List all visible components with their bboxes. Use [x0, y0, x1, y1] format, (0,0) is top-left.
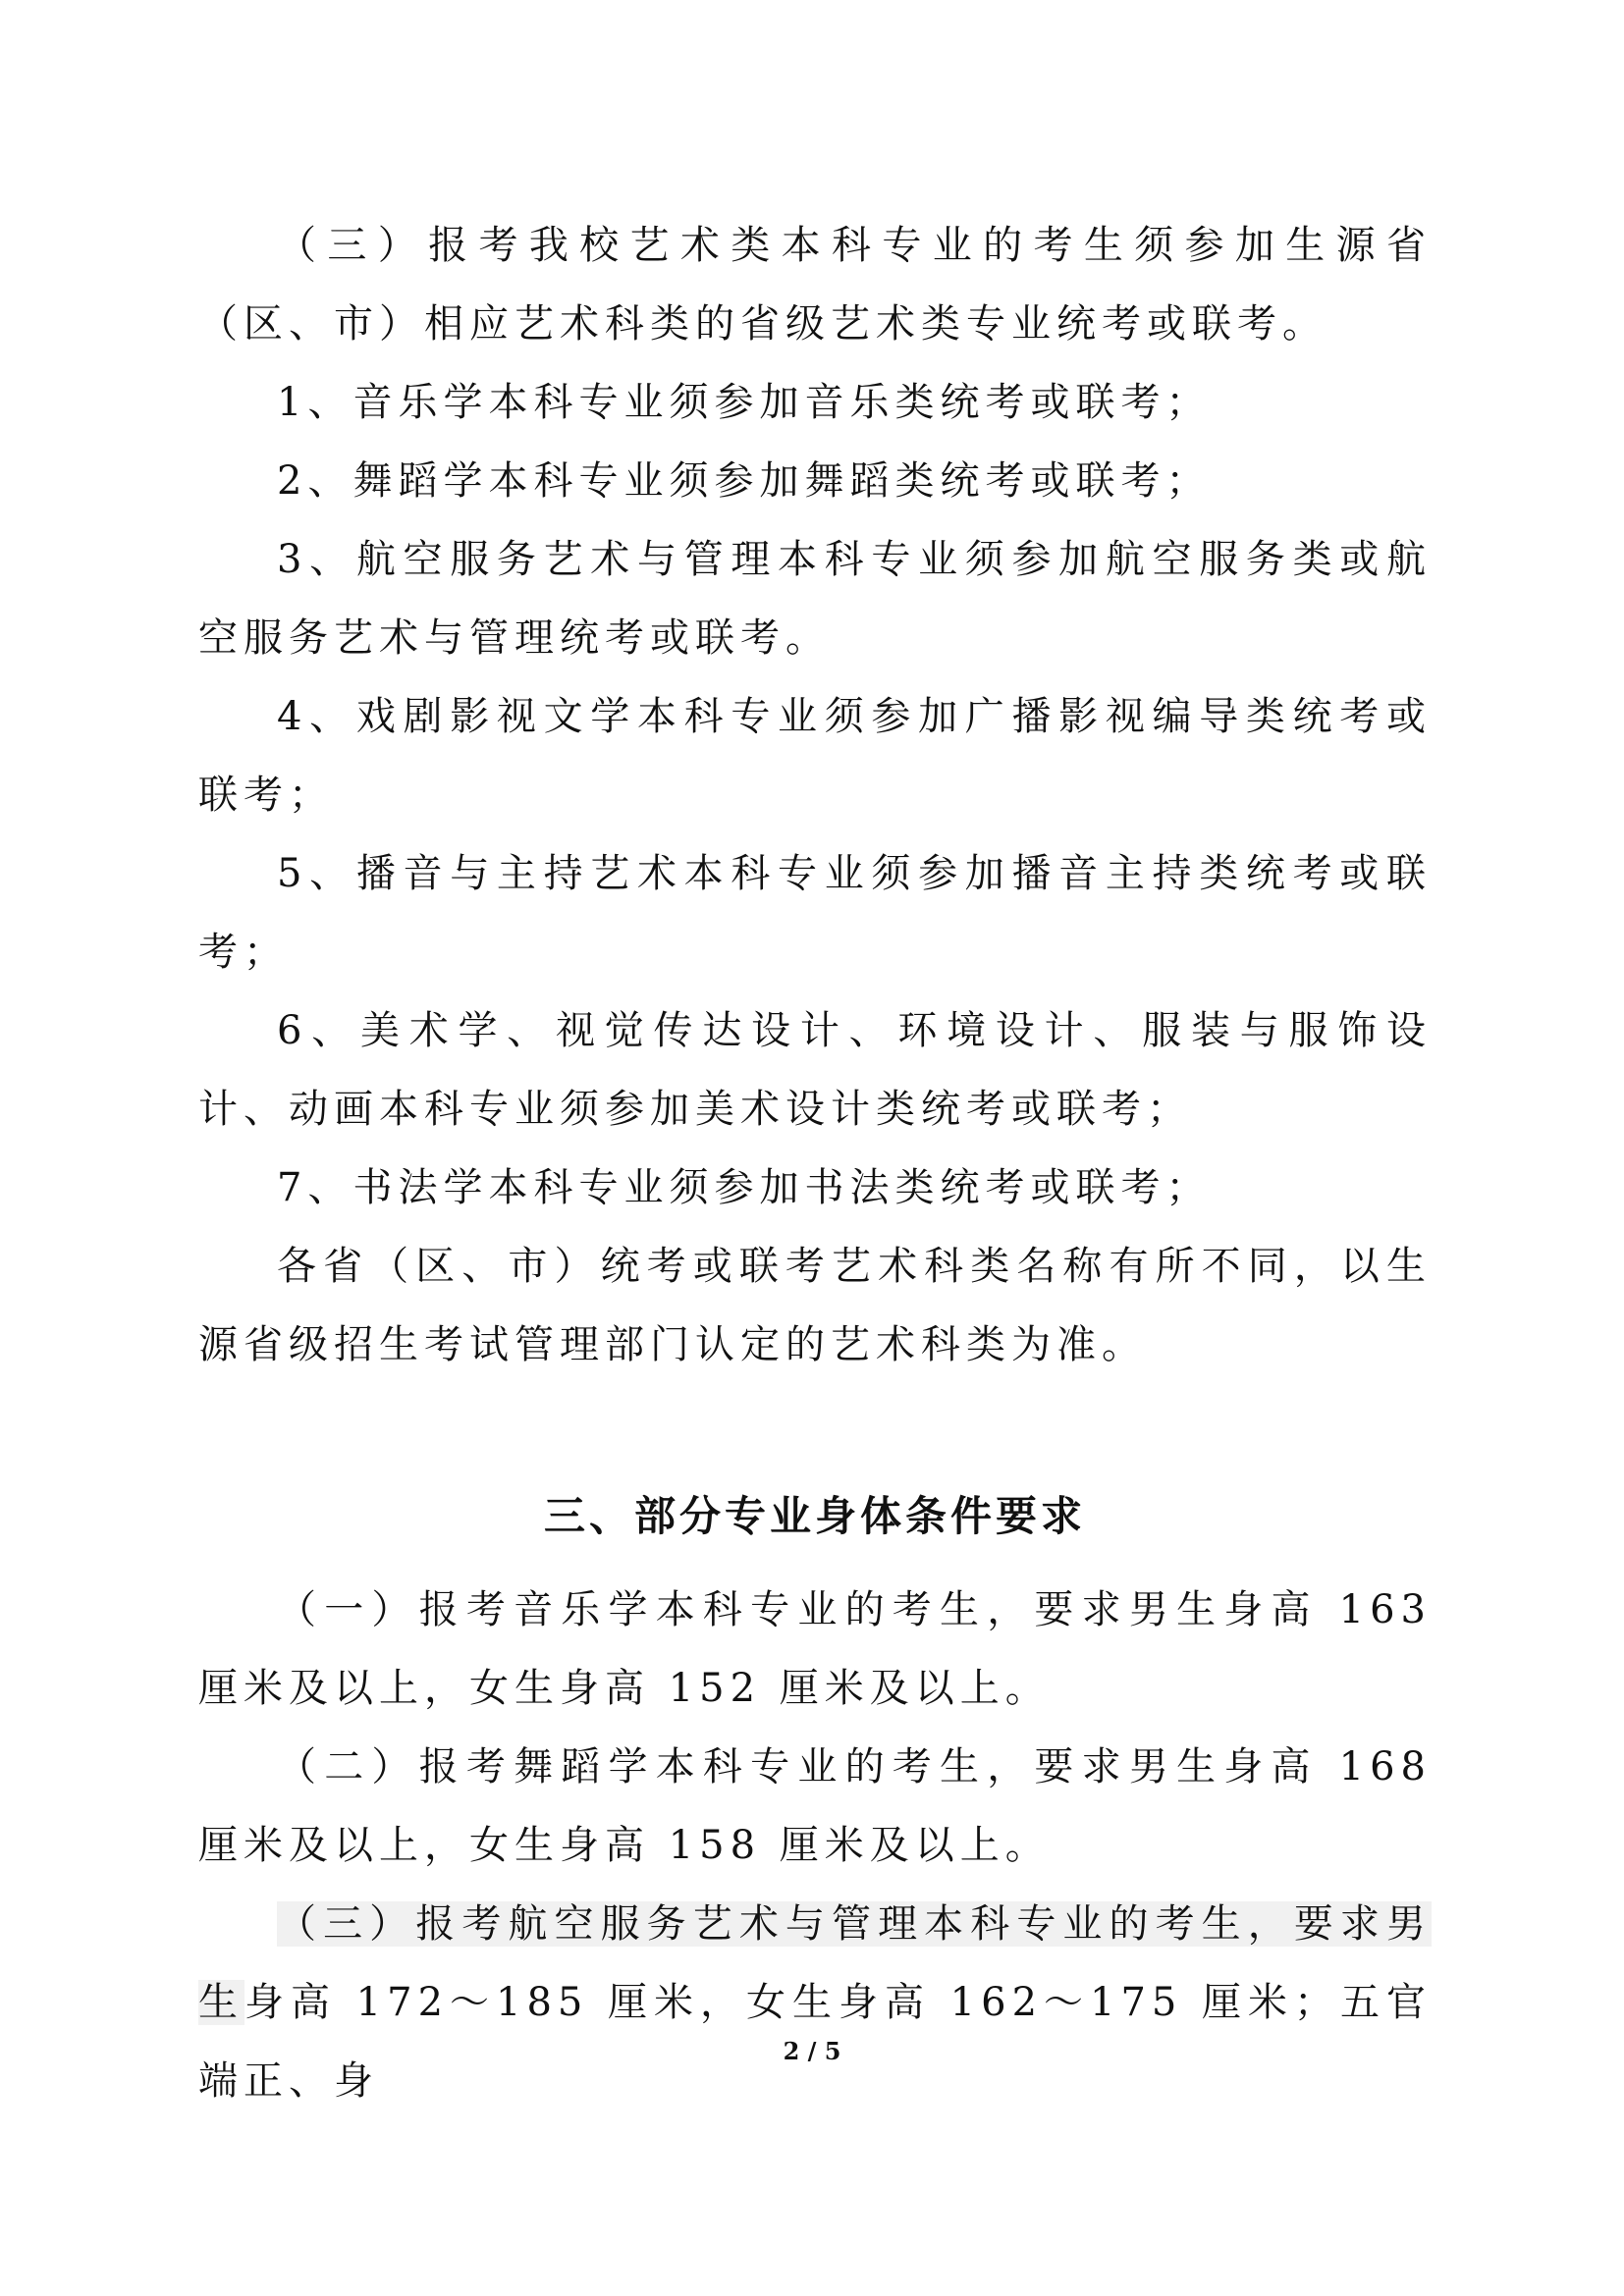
- section-gap: [198, 1384, 1432, 1463]
- list-item-dance: 2、舞蹈学本科专业须参加舞蹈类统考或联考；: [277, 458, 1212, 504]
- list-item-fine-arts: 6、美术学、视觉传达设计、环境设计、服装与服饰设计、动画本科专业须参加美术设计类统考或联考；: [198, 1008, 1432, 1132]
- paragraph-art-exam-intro: （三）报考我校艺术类本科专业的考生须参加生源省（区、市）相应艺术科类的省级艺术类专业统考或联考。: [198, 223, 1432, 347]
- paragraph-category-note: 各省（区、市）统考或联考艺术科类名称有所不同，以生源省级招生考试管理部门认定的艺术科类为准。: [198, 1244, 1432, 1367]
- page-number: 2 / 5: [783, 2037, 841, 2065]
- list-item-drama: 4、戏剧影视文学本科专业须参加广播影视编导类统考或联考；: [198, 694, 1432, 818]
- paragraph-music-height: （一）报考音乐学本科专业的考生，要求男生身高 163 厘米及以上，女生身高 152 厘米及以上。: [198, 1587, 1432, 1711]
- paragraph-dance-height: （二）报考舞蹈学本科专业的考生，要求男生身高 168 厘米及以上，女生身高 158 厘米及以上。: [198, 1744, 1432, 1868]
- highlighted-text: （三）报考航空服务艺术与管理本科专业的考生，要求男生: [198, 1901, 1432, 2025]
- list-item-broadcasting: 5、播音与主持艺术本科专业须参加播音主持类统考或联考；: [198, 851, 1432, 975]
- paragraph-aviation-height: [198, 1885, 1432, 2120]
- paragraph-continuation: 身高 172～185 厘米，女生身高 162～175 厘米；五官端正、身: [198, 1980, 1433, 2104]
- section-heading: 三、部分专业身体条件要求: [543, 1492, 1086, 1540]
- list-item-calligraphy: 7、书法学本科专业须参加书法类统考或联考；: [277, 1165, 1212, 1210]
- page-content: [198, 206, 1432, 2120]
- list-item-music: 1、音乐学本科专业须参加音乐类统考或联考；: [277, 380, 1212, 425]
- list-item-aviation: 3、航空服务艺术与管理本科专业须参加航空服务类或航空服务艺术与管理统考或联考。: [198, 537, 1432, 661]
